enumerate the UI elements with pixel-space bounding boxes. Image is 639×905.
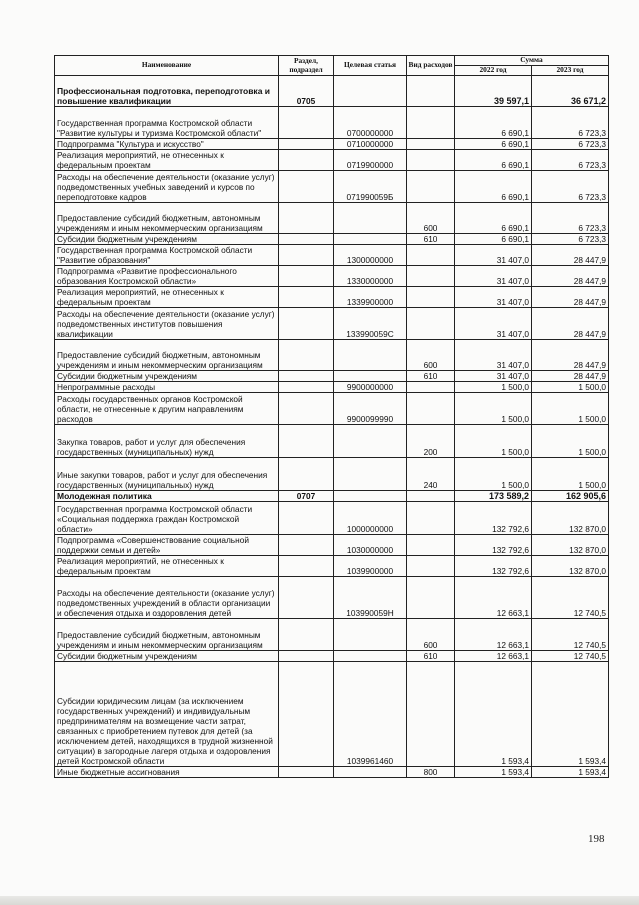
row-name: Расходы на обеспечение деятельности (оказание услуг) подведомственных институтов повышения квалификации: [55, 308, 279, 340]
row-name: Реализация мероприятий, не отнесенных к федеральным проектам: [55, 287, 279, 308]
row-amount-2022: 1 593,4: [455, 662, 532, 767]
row-amount-2022: 31 407,0: [455, 340, 532, 371]
row-name: Подпрограмма "Культура и искусство": [55, 139, 279, 150]
row-target-article: 0710000000: [334, 139, 407, 150]
row-expense-type: [407, 382, 455, 393]
row-amount-2023: 1 593,4: [532, 767, 609, 778]
row-expense-type: [407, 171, 455, 203]
table-row: [55, 371, 609, 382]
row-target-article: [334, 76, 407, 107]
row-section: [279, 556, 334, 577]
row-target-article: 1300000000: [334, 245, 407, 266]
row-target-article: [334, 425, 407, 458]
row-amount-2022: 31 407,0: [455, 308, 532, 340]
row-expense-type: 610: [407, 371, 455, 382]
budget-table: [54, 55, 609, 778]
row-amount-2023: 6 723,3: [532, 107, 609, 139]
row-name: Субсидии бюджетным учреждениям: [55, 234, 279, 245]
row-amount-2022: 1 593,4: [455, 767, 532, 778]
row-amount-2022: 6 690,1: [455, 234, 532, 245]
row-name: Подпрограмма «Развитие профессионального образования Костромской области»: [55, 266, 279, 287]
page-number: 198: [588, 833, 605, 845]
table-row: [55, 651, 609, 662]
row-section: [279, 266, 334, 287]
row-target-article: 1330000000: [334, 266, 407, 287]
row-amount-2023: 1 500,0: [532, 382, 609, 393]
row-section: 0707: [279, 491, 334, 502]
table-row: [55, 619, 609, 651]
table-row: [55, 107, 609, 139]
row-section: [279, 535, 334, 556]
row-amount-2023: 6 723,3: [532, 234, 609, 245]
row-expense-type: [407, 556, 455, 577]
row-section: [279, 139, 334, 150]
row-expense-type: [407, 76, 455, 107]
row-target-article: 0719900000: [334, 150, 407, 171]
row-name: Подпрограмма «Совершенствование социальной поддержки семьи и детей»: [55, 535, 279, 556]
row-name: Предоставление субсидий бюджетным, автономным учреждениям и иным некоммерческим организациям: [55, 340, 279, 371]
row-amount-2023: 12 740,5: [532, 651, 609, 662]
row-name: Расходы на обеспечение деятельности (оказание услуг) подведомственных учебных заведений и курсов по переподготовке кадров: [55, 171, 279, 203]
row-amount-2023: 132 870,0: [532, 502, 609, 535]
row-expense-type: [407, 107, 455, 139]
row-amount-2022: 31 407,0: [455, 287, 532, 308]
header-year-2022: 2022 год: [455, 66, 532, 76]
row-name: Расходы на обеспечение деятельности (оказание услуг) подведомственных учреждений в области организации и обеспечения отдыха и оздоровления детей: [55, 577, 279, 619]
row-name: Субсидии бюджетным учреждениям: [55, 651, 279, 662]
row-amount-2023: 12 740,5: [532, 619, 609, 651]
row-amount-2022: 12 663,1: [455, 651, 532, 662]
table-row: [55, 577, 609, 619]
row-target-article: [334, 491, 407, 502]
row-target-article: 1030000000: [334, 535, 407, 556]
row-target-article: [334, 767, 407, 778]
row-amount-2023: 28 447,9: [532, 245, 609, 266]
row-expense-type: [407, 491, 455, 502]
row-expense-type: [407, 577, 455, 619]
row-amount-2023: 36 671,2: [532, 76, 609, 107]
row-expense-type: [407, 266, 455, 287]
row-amount-2023: 6 723,3: [532, 150, 609, 171]
row-name: Реализация мероприятий, не отнесенных к федеральным проектам: [55, 556, 279, 577]
row-amount-2023: 1 500,0: [532, 458, 609, 491]
row-expense-type: [407, 502, 455, 535]
row-expense-type: 200: [407, 425, 455, 458]
row-name: Расходы государственных органов Костромской области, не отнесенные к другим направлениям расходов: [55, 393, 279, 425]
row-expense-type: [407, 393, 455, 425]
row-section: [279, 203, 334, 234]
row-expense-type: [407, 535, 455, 556]
row-section: [279, 458, 334, 491]
row-amount-2022: 1 500,0: [455, 393, 532, 425]
row-name: Реализация мероприятий, не отнесенных к федеральным проектам: [55, 150, 279, 171]
row-target-article: 103990059Н: [334, 577, 407, 619]
row-name: Предоставление субсидий бюджетным, автономным учреждениям и иным некоммерческим организациям: [55, 203, 279, 234]
row-amount-2023: 12 740,5: [532, 577, 609, 619]
row-section: [279, 340, 334, 371]
row-target-article: 9900099990: [334, 393, 407, 425]
row-target-article: [334, 234, 407, 245]
row-expense-type: [407, 139, 455, 150]
table-row: [55, 767, 609, 778]
row-amount-2023: 28 447,9: [532, 371, 609, 382]
header-expense-type: Вид расходов: [407, 56, 455, 76]
header-year-2023: 2023 год: [532, 66, 609, 76]
row-amount-2022: 1 500,0: [455, 382, 532, 393]
row-name: Непрограммные расходы: [55, 382, 279, 393]
table-row: [55, 287, 609, 308]
row-expense-type: 600: [407, 340, 455, 371]
row-amount-2023: 1 593,4: [532, 662, 609, 767]
row-amount-2023: 6 723,3: [532, 203, 609, 234]
row-amount-2022: 6 690,1: [455, 203, 532, 234]
row-amount-2023: 1 500,0: [532, 425, 609, 458]
row-name: Государственная программа Костромской области "Развитие культуры и туризма Костромской области": [55, 107, 279, 139]
table-row: [55, 382, 609, 393]
row-section: [279, 577, 334, 619]
row-expense-type: 240: [407, 458, 455, 491]
row-amount-2023: 132 870,0: [532, 556, 609, 577]
row-section: 0705: [279, 76, 334, 107]
row-expense-type: 600: [407, 619, 455, 651]
row-target-article: 133990059С: [334, 308, 407, 340]
row-section: [279, 767, 334, 778]
row-amount-2022: 132 792,6: [455, 556, 532, 577]
row-expense-type: [407, 245, 455, 266]
table-header: [55, 56, 609, 76]
row-target-article: [334, 651, 407, 662]
row-target-article: 071990059Б: [334, 171, 407, 203]
row-name: Государственная программа Костромской области «Социальная поддержка граждан Костромской области»: [55, 502, 279, 535]
row-section: [279, 619, 334, 651]
table-row: [55, 491, 609, 502]
row-amount-2022: 31 407,0: [455, 245, 532, 266]
row-section: [279, 502, 334, 535]
row-amount-2022: 132 792,6: [455, 502, 532, 535]
table-row: [55, 340, 609, 371]
row-expense-type: [407, 287, 455, 308]
row-amount-2022: 6 690,1: [455, 107, 532, 139]
row-section: [279, 308, 334, 340]
table-body: [55, 76, 609, 778]
table-row: [55, 76, 609, 107]
row-amount-2022: 12 663,1: [455, 619, 532, 651]
row-amount-2022: 132 792,6: [455, 535, 532, 556]
row-section: [279, 287, 334, 308]
table-row: [55, 266, 609, 287]
row-amount-2023: 28 447,9: [532, 340, 609, 371]
row-amount-2022: 6 690,1: [455, 139, 532, 150]
row-name: Государственная программа Костромской области "Развитие образования": [55, 245, 279, 266]
row-name: Субсидии бюджетным учреждениям: [55, 371, 279, 382]
table-row: [55, 662, 609, 767]
table-row: [55, 556, 609, 577]
row-target-article: 0700000000: [334, 107, 407, 139]
table-row: [55, 535, 609, 556]
row-amount-2022: 39 597,1: [455, 76, 532, 107]
row-section: [279, 662, 334, 767]
row-target-article: [334, 340, 407, 371]
row-target-article: 9900000000: [334, 382, 407, 393]
row-expense-type: 800: [407, 767, 455, 778]
row-section: [279, 245, 334, 266]
row-name: Закупка товаров, работ и услуг для обеспечения государственных (муниципальных) нужд: [55, 425, 279, 458]
row-name: Иные бюджетные ассигнования: [55, 767, 279, 778]
row-amount-2023: 28 447,9: [532, 287, 609, 308]
header-section: Раздел, подраздел: [279, 56, 334, 76]
row-amount-2022: 31 407,0: [455, 371, 532, 382]
row-section: [279, 234, 334, 245]
row-expense-type: 610: [407, 234, 455, 245]
row-target-article: [334, 619, 407, 651]
table-row: [55, 171, 609, 203]
row-section: [279, 425, 334, 458]
row-expense-type: [407, 308, 455, 340]
row-amount-2023: 132 870,0: [532, 535, 609, 556]
row-amount-2022: 6 690,1: [455, 171, 532, 203]
row-section: [279, 651, 334, 662]
row-amount-2023: 28 447,9: [532, 266, 609, 287]
header-name: Наименование: [55, 56, 279, 76]
row-expense-type: [407, 150, 455, 171]
row-amount-2023: 1 500,0: [532, 393, 609, 425]
row-expense-type: 610: [407, 651, 455, 662]
row-amount-2023: 28 447,9: [532, 308, 609, 340]
row-target-article: 1339900000: [334, 287, 407, 308]
row-name: Иные закупки товаров, работ и услуг для обеспечения государственных (муниципальных) нужд: [55, 458, 279, 491]
row-amount-2022: 173 589,2: [455, 491, 532, 502]
row-amount-2022: 6 690,1: [455, 150, 532, 171]
table-row: [55, 425, 609, 458]
row-section: [279, 150, 334, 171]
page-bottom-edge: [0, 896, 639, 905]
row-target-article: [334, 203, 407, 234]
row-target-article: 1000000000: [334, 502, 407, 535]
row-name: Предоставление субсидий бюджетным, автономным учреждениям и иным некоммерческим организациям: [55, 619, 279, 651]
row-expense-type: [407, 662, 455, 767]
table-row: [55, 458, 609, 491]
row-target-article: 1039961460: [334, 662, 407, 767]
row-target-article: [334, 458, 407, 491]
row-amount-2023: 6 723,3: [532, 171, 609, 203]
row-section: [279, 382, 334, 393]
row-section: [279, 371, 334, 382]
table-row: [55, 150, 609, 171]
row-target-article: 1039900000: [334, 556, 407, 577]
table-row: [55, 234, 609, 245]
row-target-article: [334, 371, 407, 382]
row-section: [279, 171, 334, 203]
table-row: [55, 393, 609, 425]
row-amount-2022: 1 500,0: [455, 458, 532, 491]
row-section: [279, 393, 334, 425]
row-amount-2023: 6 723,3: [532, 139, 609, 150]
row-name: Субсидии юридическим лицам (за исключением государственных учреждений) и индивидуальным предпринимателям на возмещение части затрат, связанных с приобретением путевок для детей (за исключением детей, находящихся в трудной жизненной ситуации) в загородные лагеря отдыха и оздоровления детей Костромской области: [55, 662, 279, 767]
table-row: [55, 139, 609, 150]
row-amount-2022: 1 500,0: [455, 425, 532, 458]
header-sum: Сумма: [455, 56, 609, 66]
row-amount-2023: 162 905,6: [532, 491, 609, 502]
table-row: [55, 502, 609, 535]
row-amount-2022: 12 663,1: [455, 577, 532, 619]
row-name: Молодежная политика: [55, 491, 279, 502]
table-row: [55, 245, 609, 266]
header-target: Целевая статья: [334, 56, 407, 76]
table-row: [55, 203, 609, 234]
table-row: [55, 308, 609, 340]
row-section: [279, 107, 334, 139]
row-name: Профессиональная подготовка, переподготовка и повышение квалификации: [55, 76, 279, 107]
row-amount-2022: 31 407,0: [455, 266, 532, 287]
row-expense-type: 600: [407, 203, 455, 234]
